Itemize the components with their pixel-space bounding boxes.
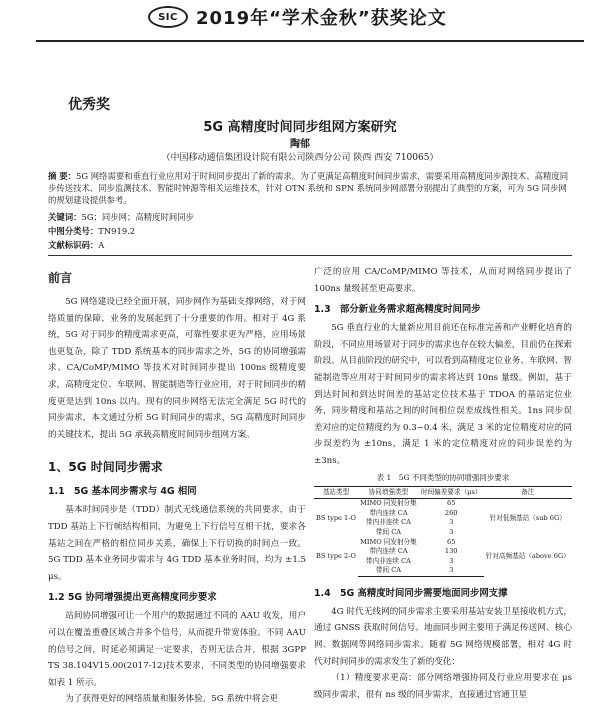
section-1-4-paragraph-1: 4G 时代无线网的同步需求主要采用基站安装卫星接收机方式，通过 GNSS 获取时间信号。地面同步网主要用于满足传送网、核心网、数据网等网络同步需求。随着 5G 网络规模部署，相对 4G 时代对时间同步的需求发生了新的变化： (314, 606, 572, 667)
section-1-title: 1、5G 时间同步需求 (48, 460, 163, 475)
table-cell: 带间 CA (375, 527, 402, 536)
section-1-2-paragraph-2: 为了获得更好的网络质量和服务体验，5G 系统中将会更 (65, 694, 278, 705)
section-1-1-paragraph: 基本时间同步是（TDD）制式无线通信系统的共同要求，由于 TDD 基站上下行帧结构相同，为避免上下行信号互相干扰，要求各基站之间在严格的相位同步关系，确保上下行切换的时间点一致。5G TDD 基本业务同步需求与 4G TDD 基本业务时间，均为 ±1.5 μs。 (48, 505, 306, 582)
table-cell-note: 针对高频基站（above 6G） (485, 552, 570, 561)
table-cell: 3 (419, 566, 484, 576)
clc-value: TN919.2 (98, 226, 136, 236)
table-header-cell: 时间偏差要求（μs） (419, 486, 484, 499)
table-cell-bs-type: BS type 1-O (316, 513, 356, 522)
table-header-cell: 备注 (484, 486, 572, 499)
award-label: 优秀奖 (68, 97, 110, 113)
table-cell: 带内连续 CA (369, 547, 408, 556)
table-cell: 带间 CA (358, 566, 419, 576)
doc-code-line (48, 239, 104, 251)
table-header-cell: 基站类型 (314, 486, 358, 499)
table-row (314, 538, 572, 548)
table-row (314, 499, 572, 509)
table-cell: 带内非连续 CA (366, 518, 411, 527)
table-cell: 65 (447, 499, 456, 508)
table-1 (314, 486, 572, 577)
table-cell: 65 (447, 537, 456, 546)
abstract (48, 170, 572, 207)
award-banner-title: 2019年“学术金秋”获奖论文 (196, 8, 447, 29)
paper-author: 陶郁 (290, 139, 310, 150)
sic-logo: SIC (148, 6, 188, 28)
table-1-caption: 表 1 5G 不同类型的协同增强同步要求 (376, 472, 510, 482)
header-rule (36, 40, 584, 42)
preface-paragraph: 5G 网络建设已经全面开展，同步网作为基础支撑网络，对于网络质量的保障、业务的发展起到了十分重要的作用。相对于 4G 系统，5G 对于同步的精度需求更高，可靠性要求更为严格，应用场景也更复杂，除了 TDD 系统基本的同步需求之外，5G 的协同增强需求、CA/CoMP/MIMO 等技术对时间同步提出 100ns 级精度要求，高精度定位、车联网、智能制造等行业应用，对于时间同步的精度更是达到 10ns 以内。现有的同步网络无法完全满足 5G 时代的同步需求，本文通过分析 5G 时间同步的需求，5G 高精度时间同步的关键技术，提出 5G 承载高精度时间同步组网方案。 (48, 297, 306, 440)
abstract-text: 5G 网络需要和垂直行业应用对于时间同步提出了新的需求。为了更满足高精度时间同步需求，需要采用高精度同步源技术、高精度同步传送技术、同步监测技术、智能时钟源等相关运维技术，针对 OTN 系统和 SPN 系统同步网部署分别提出了典型的方案，可为 5G 同步网的规划建设提供参考。 (48, 171, 569, 206)
table-cell: 260 (444, 508, 458, 517)
section-1-4-paragraph-2: （1）精度要求更高：部分网络增强协同及行业应用要求在 μs 级同步需求，很有 ns 级的同步需求，直接通过官通卫星 (314, 673, 572, 700)
table-cell: 3 (449, 518, 454, 527)
section-1-3-title: 1.3 部分新业务需求超高精度时间同步 (314, 304, 481, 316)
doc-code-label: 文献标识码： (48, 240, 99, 250)
continued-paragraph: 广泛的应用 CA/CoMP/MIMO 等技术，从而对网络同步提出了 100ns 量级甚至更高要求。 (314, 267, 572, 294)
paper-title: 5G 高精度时间同步组网方案研究 (203, 120, 397, 135)
keywords-line (48, 211, 194, 223)
right-column (314, 264, 572, 703)
abstract-label: 摘 要： (48, 171, 77, 181)
page-header (0, 0, 600, 48)
section-preface-title: 前言 (48, 271, 73, 285)
table-cell-note: 针对低频基站（sub 6G） (489, 513, 566, 522)
section-1-2-title: 1.2 5G 协同增强提出更高精度同步要求 (48, 592, 217, 604)
section-1-3-paragraph: 5G 垂直行业的大量新应用目前还在标准完善和产业孵化培育的阶段，不同应用场景对于同步的需求也存在较大偏差，目前仍在探索阶段。从目前阶段的研究中，可以看到高精度定位业务、车联网、智能制造等应用对于时间同步的需求将达到 10ns 量级。例如，基于到达时间和到达时间差的基站定位技术基于 TDOA 的基站定位业务，同步精度和基站之间的时间相位误差成线性相关。1ns 同步误差对应的定位精度约为 0.3~0.4 米，满足 3 米的定位精度对应的同步误差约为 ±10ns，满足 1 米的定位精度对应的同步误差约为 ±3ns。 (314, 323, 572, 466)
section-1-1-title: 1.1 5G 基本同步需求与 4G 相同 (48, 486, 197, 498)
table-cell: 带内非连续 CA (366, 556, 411, 565)
section-1-4-title: 1.4 5G 高精度时间同步需要地面同步网支撑 (314, 587, 508, 599)
clc-label: 中图分类号： (48, 226, 99, 236)
table-cell: 带内连续 CA (369, 508, 408, 517)
paper-affiliation: （中国移动通信集团设计院有限公司陕西分公司 陕西 西安 710065） (161, 153, 439, 163)
keywords-label: 关键词： (48, 212, 82, 222)
left-column (48, 264, 306, 708)
table-cell: 3 (449, 556, 454, 565)
section-1-2-paragraph-1: 站间协同增强可让一个用户的数据通过不同的 AAU 收发，用户可以在覆盖重叠区域合并多个信号，从而提升带宽体验。不同 AAU 的信号之间，时延必须满足一定要求，否则无法合并，根据 3GPP TS 38.104V15.00(2017-12)技术要求，不同类型的协同增强要求如表 1 所示。 (48, 611, 306, 688)
table-header-cell: 协同增强类型 (358, 486, 419, 499)
clc-line (48, 225, 135, 237)
keywords-value: 5G；同步网；高精度时间同步 (81, 212, 195, 222)
abstract-divider (48, 255, 572, 256)
table-cell: MIMO 同发射分集 (360, 499, 417, 508)
table-cell: 130 (444, 547, 458, 556)
table-cell: 3 (449, 527, 454, 536)
table-cell: MIMO 同发射分集 (360, 537, 417, 546)
table-cell-bs-type: BS type 2-O (316, 552, 356, 561)
doc-code-value: A (98, 240, 105, 250)
